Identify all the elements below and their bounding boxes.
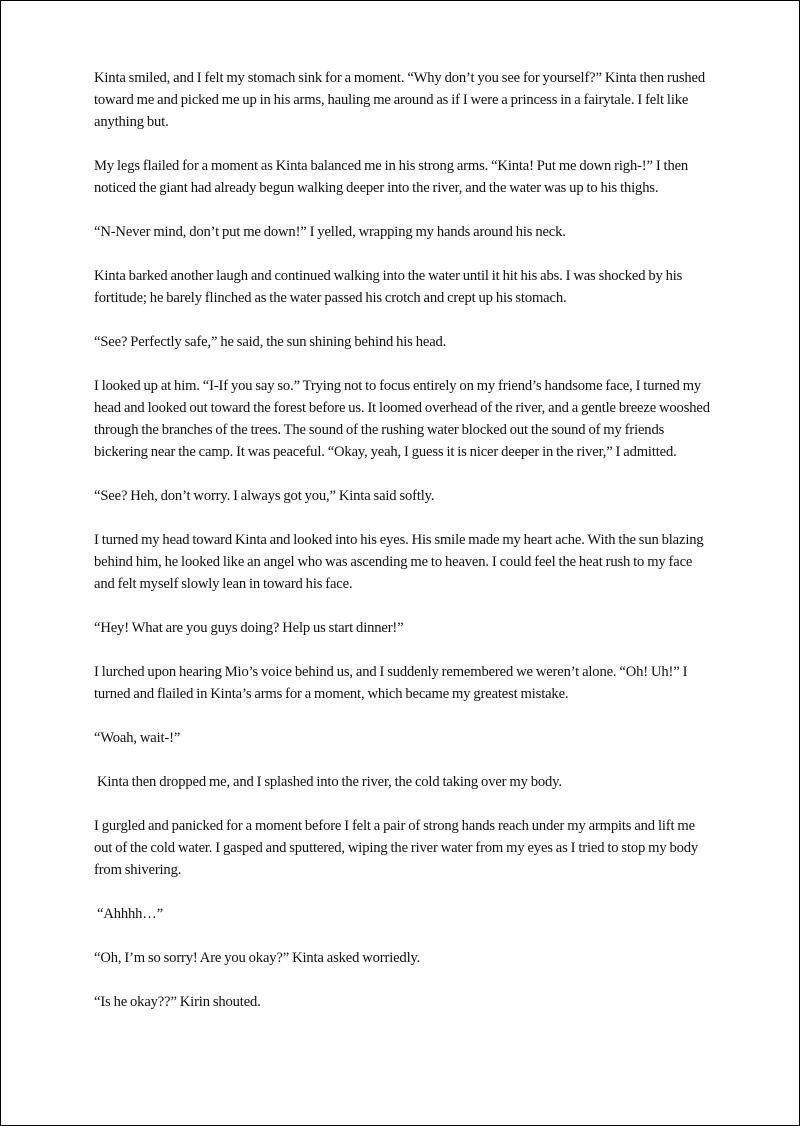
paragraph: My legs flailed for a moment as Kinta balanced me in his strong arms. “Kinta! Put me down righ-!” I then noticed the giant had already begun walking deeper into the river, and the water was up to his thighs. (94, 158, 689, 196)
paragraph: “N-Never mind, don’t put me down!” I yelled, wrapping my hands around his neck. (94, 224, 566, 240)
paragraph: I lurched upon hearing Mio’s voice behind us, and I suddenly remembered we weren’t alone. “Oh! Uh!” I turned and flailed in Kinta’s arms for a moment, which became my greatest mistake. (94, 664, 688, 702)
paragraph: Kinta then dropped me, and I splashed into the river, the cold taking over my body. (97, 774, 562, 790)
paragraph: I gurgled and panicked for a moment before I felt a pair of strong hands reach under my armpits and lift me out of the cold water. I gasped and sputtered, wiping the river water from my eyes as I tried to stop my body from shivering. (94, 818, 699, 878)
paragraph: “See? Perfectly safe,” he said, the sun shining behind his head. (94, 334, 447, 350)
paragraph: I turned my head toward Kinta and looked into his eyes. His smile made my heart ache. With the sun blazing behind him, he looked like an angel who was ascending me to heaven. I could feel the heat rush to my face and felt myself slowly lean in toward his face. (94, 532, 704, 592)
story-text (94, 67, 714, 1035)
paragraph: “Woah, wait-!” (94, 730, 181, 746)
paragraph: I looked up at him. “I-If you say so.” Trying not to focus entirely on my friend’s handsome face, I turned my head and looked out toward the forest before us. It loomed overhead of the river, and a gentle breeze wooshed through the branches of the trees. The sound of the rushing water blocked out the sound of my friends bickering near the camp. It was peaceful. “Okay, yeah, I guess it is nicer deeper in the river,” I admitted. (94, 378, 710, 460)
paragraph: Kinta smiled, and I felt my stomach sink for a moment. “Why don’t you see for yourself?” Kinta then rushed toward me and picked me up in his arms, hauling me around as if I were a princess in a fairytale. I felt like anything but. (94, 70, 706, 130)
paragraph: “Ahhhh…” (97, 906, 164, 922)
paragraph: “Hey! What are you guys doing? Help us start dinner!” (94, 620, 404, 636)
paragraph: “Oh, I’m so sorry! Are you okay?” Kinta asked worriedly. (94, 950, 421, 966)
paragraph: “See? Heh, don’t worry. I always got you,” Kinta said softly. (94, 488, 435, 504)
paragraph: “Is he okay??” Kirin shouted. (94, 994, 261, 1010)
paragraph: Kinta barked another laugh and continued walking into the water until it hit his abs. I was shocked by his fortitude; he barely flinched as the water passed his crotch and crept up his stomach. (94, 268, 683, 306)
